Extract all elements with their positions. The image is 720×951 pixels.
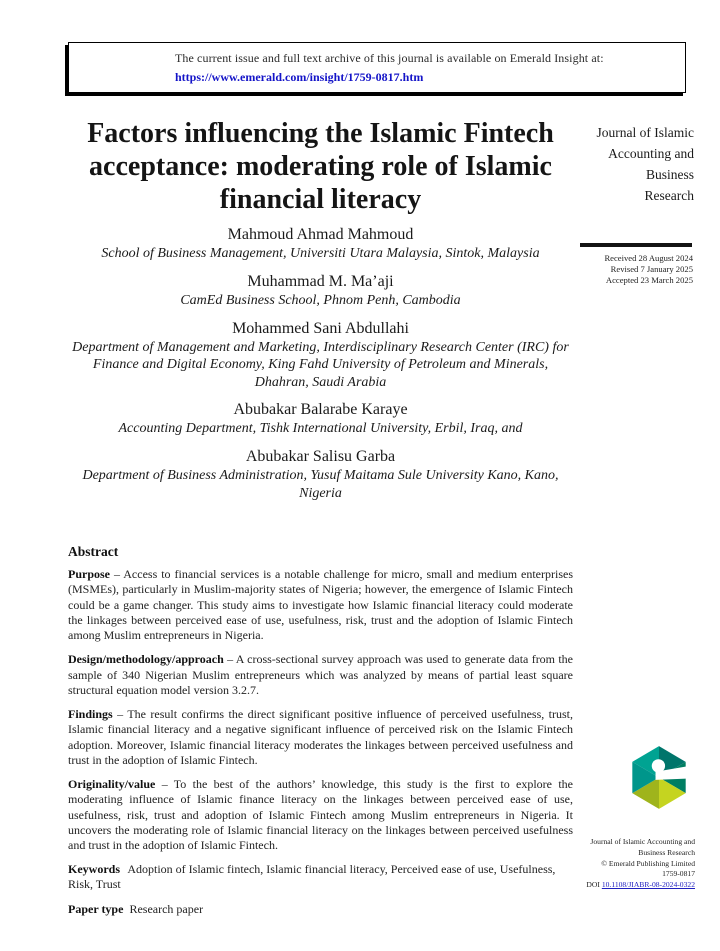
keywords-line (68, 862, 573, 892)
abstract-originality (68, 777, 573, 853)
author-name: Abubakar Salisu Garba (245, 448, 396, 465)
author-block (68, 272, 573, 310)
abstract-purpose-label: Purpose (68, 567, 110, 582)
citation-line: Business Research (638, 847, 695, 857)
abstract-purpose (68, 567, 573, 643)
author-block (68, 319, 573, 392)
abstract-heading: Abstract (68, 544, 119, 560)
author-affiliation: CamEd Business School, Phnom Penh, Cambodia (180, 292, 461, 308)
journal-archive-link[interactable]: https://www.emerald.com/insight/1759-0817.htm (175, 70, 424, 84)
paper-type-text: Research paper (129, 901, 204, 916)
abstract-methodology (68, 652, 573, 698)
article-title: Factors influencing the Islamic Fintech acceptance: moderating role of Islamic financial literacy (87, 118, 554, 215)
main-column (68, 0, 573, 917)
author-block (68, 400, 573, 438)
journal-citation-block (545, 837, 695, 891)
received-date: Received 28 August 2024 (604, 253, 693, 263)
abstract-findings-text: – The result confirms the direct significant positive influence of perceived usefulness, trust, Islamic financial literacy and a negative significant influence of perceived risk on the Islamic Fintech adoption. Moreover, Islamic financial literacy moderates the linkages between perceived usefulness and trust in the adoption of Islamic Fintech. (68, 707, 574, 767)
author-name: Muhammad M. Ma’aji (247, 272, 394, 290)
author-name: Abubakar Balarabe Karaye (233, 401, 408, 419)
journal-name-line: Accounting and (608, 146, 694, 162)
citation-line: Journal of Islamic Accounting and (590, 837, 695, 846)
accepted-date: Accepted 23 March 2025 (605, 275, 693, 286)
doi-link[interactable]: 10.1108/JIABR-08-2024-0322 (601, 880, 695, 890)
author-affiliation: Accounting Department, Tishk International University, Erbil, Iraq, and (118, 421, 523, 437)
keywords-text: Adoption of Islamic fintech, Islamic financial literacy, Perceived ease of use, Usefulness, Risk, Trust (68, 862, 556, 892)
abstract-findings (68, 707, 573, 768)
author-name: Mahmoud Ahmad Mahmoud (227, 226, 414, 244)
citation-line: © Emerald Publishing Limited (601, 858, 695, 868)
paper-type-line (68, 902, 573, 917)
abstract-originality-label: Originality/value (68, 777, 156, 792)
abstract-findings-label: Findings (68, 707, 113, 722)
paper-type-label: Paper type (68, 901, 124, 916)
author-block (68, 447, 573, 502)
doi-line (545, 880, 695, 891)
abstract-originality-text: – To the best of the authors’ knowledge, this study is the first to explore the moderating influence of Islamic finance literacy on the linkages between perceived ease of use, usefulness, risk, trust and adoption of Islamic Fintech among Muslim entrepreneurs in Nigeria. It uncovers the moderating role of Islamic financial literacy on the linkages between perceived usefulness and trust in the adoption of Islamic Fintech. (68, 777, 574, 852)
abstract-methodology-label: Design/methodology/approach (68, 652, 224, 667)
author-affiliation: Department of Management and Marketing, Interdisciplinary Research Center (IRC) for Finance and Digital Economy, King Fahd University of Petroleum and Minerals, Dhahran, Saudi Arabia (72, 339, 569, 390)
abstract-purpose-text: – Access to financial services is a notable challenge for micro, small and medium enterprises (MSMEs), particularly in Muslim-majority states of Nigeria; however, the emergence of Islamic Fintech could be a game changer. This study aims to investigate how Islamic financial literacy could moderate the linkages between perceived ease of use, usefulness, risk, trust and the adoption of Islamic Fintech among Muslim entrepreneurs in Nigeria. (68, 567, 573, 643)
manuscript-dates (553, 253, 693, 287)
author-name: Mohammed Sani Abdullahi (232, 319, 409, 337)
author-block (68, 225, 573, 263)
doi-label: DOI (586, 880, 600, 890)
abstract-methodology-text: – A cross-sectional survey approach was used to generate data from the sample of 340 Nigerian Muslim entrepreneurs which was analyzed by means of partial least square structural equation model version 3.2.7. (68, 652, 574, 697)
keywords-label: Keywords (68, 862, 120, 877)
author-affiliation: Department of Business Administration, Yusuf Maitama Sule University Kano, Kano, Nigeria (82, 468, 559, 501)
journal-name-line: Business (645, 167, 694, 183)
journal-name (554, 122, 694, 206)
emerald-logo-icon (630, 745, 688, 810)
journal-name-line: Journal of Islamic (596, 125, 694, 140)
availability-text: The current issue and full text archive of this journal is available on Emerald Insight at: (175, 51, 604, 65)
citation-line: 1759-0817 (662, 869, 695, 879)
author-affiliation: School of Business Management, Universiti Utara Malaysia, Sintok, Malaysia (101, 246, 540, 262)
authors-list (68, 225, 573, 502)
journal-name-line: Research (644, 188, 694, 204)
revised-date: Revised 7 January 2025 (610, 264, 693, 275)
sidebar-divider-rule (580, 243, 692, 247)
abstract-section (68, 544, 573, 917)
